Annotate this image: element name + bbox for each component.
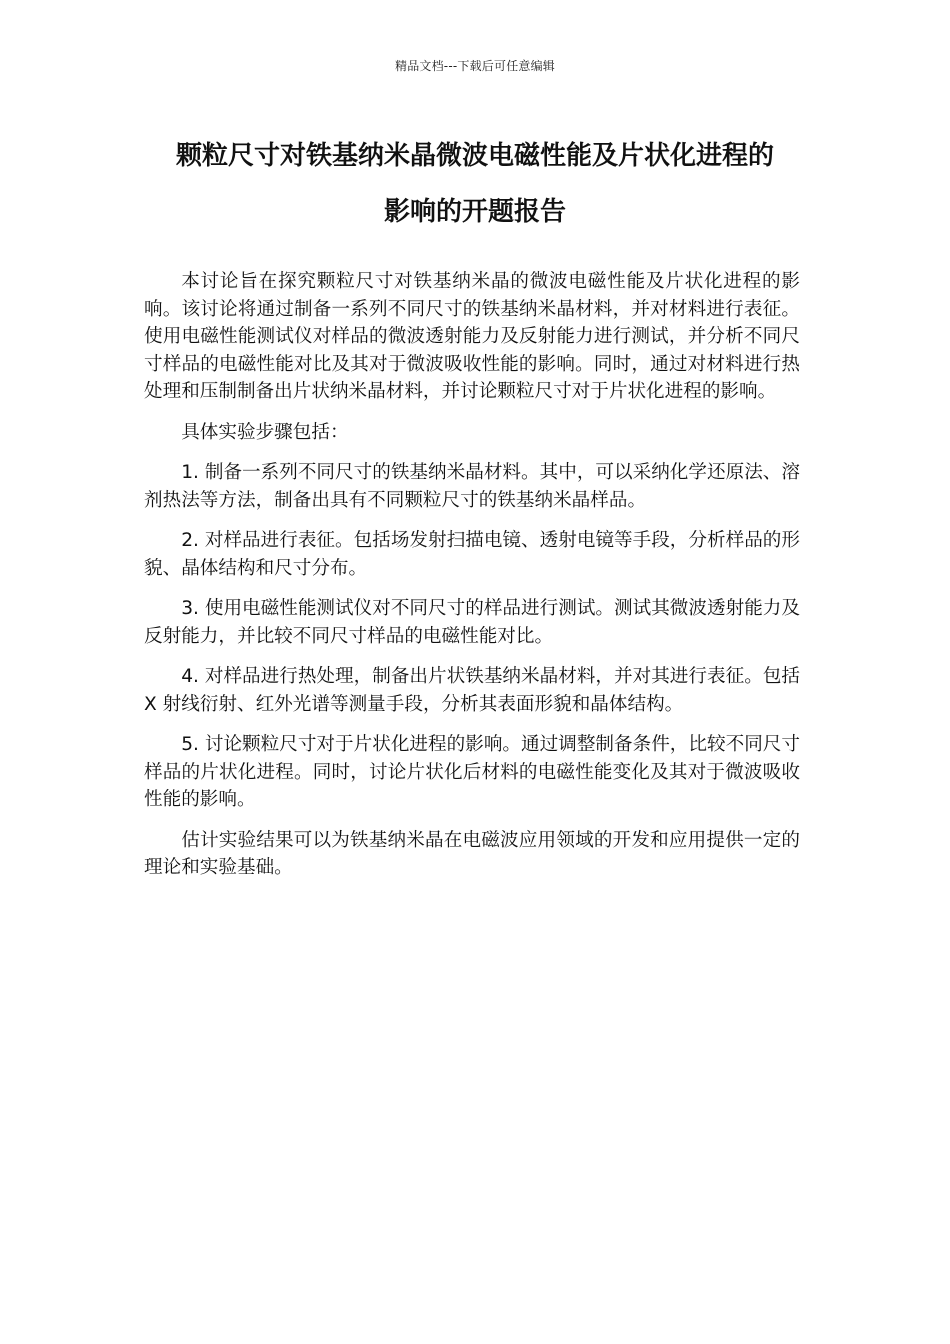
title-line-2: 影响的开题报告 (383, 197, 566, 227)
title-line-1: 颗粒尺寸对铁基纳米晶微波电磁性能及片状化进程的 (175, 141, 774, 171)
paragraph-steps-heading: 具体实验步骤包括： (181, 421, 349, 443)
document-body (144, 268, 800, 895)
paragraph-step-1: 1. 制备一系列不同尺寸的铁基纳米晶材料。其中，可以采纳化学还原法、溶剂热法等方法，制备出具有不同颗粒尺寸的铁基纳米晶样品。 (144, 462, 800, 511)
paragraph-step-2: 2. 对样品进行表征。包括场发射扫描电镜、透射电镜等手段，分析样品的形貌、晶体结构和尺寸分布。 (144, 530, 800, 579)
paragraph-step-5: 5. 讨论颗粒尺寸对于片状化进程的影响。通过调整制备条件，比较不同尺寸样品的片状化进程。同时，讨论片状化后材料的电磁性能变化及其对于微波吸收性能的影响。 (144, 734, 800, 810)
paragraph-step-3: 3. 使用电磁性能测试仪对不同尺寸的样品进行测试。测试其微波透射能力及反射能力，并比较不同尺寸样品的电磁性能对比。 (144, 598, 800, 647)
header-note: 精品文档---下载后可任意编辑 (395, 59, 555, 73)
paragraph-step-4: 4. 对样品进行热处理，制备出片状铁基纳米晶材料，并对其进行表征。包括 X 射线衍射、红外光谱等测量手段，分析其表面形貌和晶体结构。 (144, 666, 800, 715)
paragraph-intro: 本讨论旨在探究颗粒尺寸对铁基纳米晶的微波电磁性能及片状化进程的影响。该讨论将通过制备一系列不同尺寸的铁基纳米晶材料，并对材料进行表征。使用电磁性能测试仪对样品的微波透射能力及反射能力进行测试，并分析不同尺寸样品的电磁性能对比及其对于微波吸收性能的影响。同时，通过对材料进行热处理和压制制备出片状纳米晶材料，并讨论颗粒尺寸对于片状化进程的影响。 (144, 271, 800, 402)
document-title (100, 128, 850, 240)
paragraph-conclusion: 估计实验结果可以为铁基纳米晶在电磁波应用领域的开发和应用提供一定的理论和实验基础。 (144, 829, 800, 878)
